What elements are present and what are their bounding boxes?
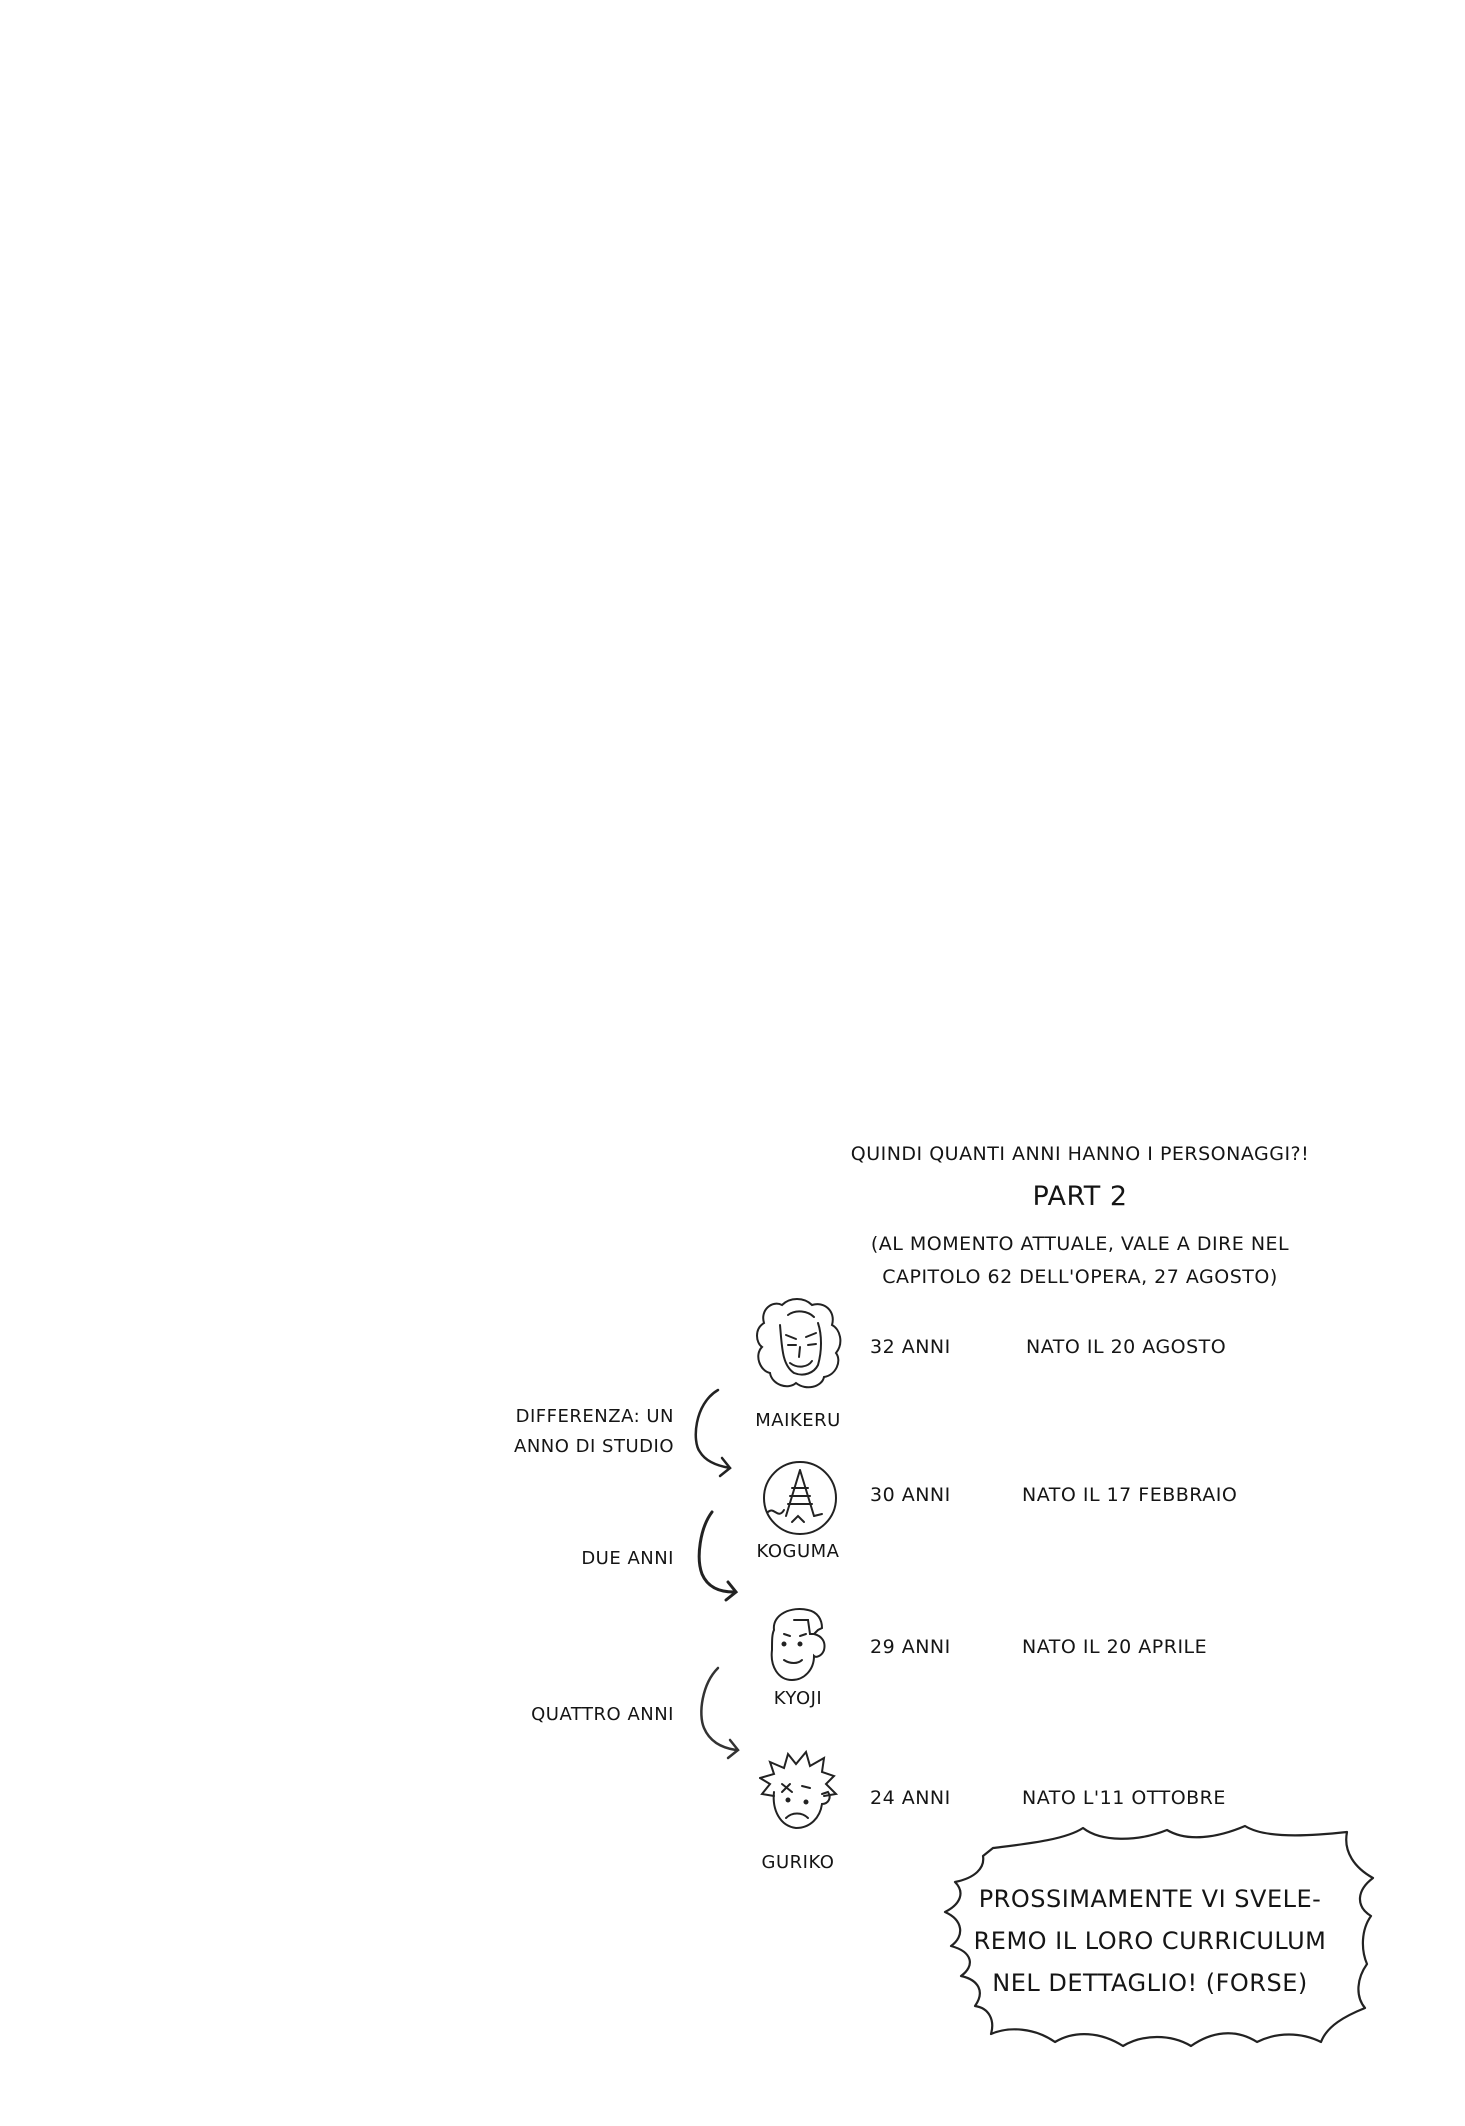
speech-bubble-line-2: REMO IL LORO CURRICULUM (973, 1927, 1327, 1955)
curved-arrow-icon (690, 1664, 750, 1764)
spiky-hair-face-icon (752, 1748, 848, 1848)
difference-note (374, 1402, 674, 1462)
curved-arrow-icon (684, 1386, 744, 1486)
character-birthday: NATO IL 20 AGOSTO (1026, 1336, 1227, 1358)
character-age: 30 ANNI (870, 1484, 951, 1506)
short-hair-face-icon (752, 1600, 848, 1700)
speech-bubble-line-1: PROSSIMAMENTE VI SVELE- (978, 1885, 1322, 1913)
subtitle-line-1: (AL MOMENTO ATTUALE, VALE A DIRE NEL (870, 1233, 1290, 1255)
character-name: KYOJI (773, 1688, 823, 1709)
curly-hair-face-icon (752, 1295, 848, 1395)
part-label: PART 2 (1032, 1181, 1128, 1212)
character-birthday: NATO IL 17 FEBBRAIO (1022, 1484, 1238, 1506)
subtitle (820, 1228, 1340, 1294)
speech-bubble-line-3: NEL DETTAGLIO! (FORSE) (992, 1969, 1308, 1997)
character-age: 29 ANNI (870, 1636, 951, 1658)
page-title: QUINDI QUANTI ANNI HANNO I PERSONAGGI?! (850, 1143, 1310, 1165)
character-name: MAIKERU (755, 1410, 841, 1431)
difference-note-line-1: QUATTRO ANNI (531, 1704, 674, 1725)
difference-note (374, 1700, 674, 1730)
speech-bubble-text (960, 1878, 1340, 2004)
hooded-round-face-icon (752, 1450, 848, 1550)
difference-note-line-1: DIFFERENZA: UN (515, 1406, 674, 1427)
difference-note-line-1: DUE ANNI (581, 1548, 674, 1569)
character-name: GURIKO (761, 1852, 835, 1873)
character-birthday: NATO L'11 OTTOBRE (1022, 1787, 1226, 1809)
character-birthday: NATO IL 20 APRILE (1022, 1636, 1208, 1658)
difference-note (374, 1544, 674, 1574)
character-age: 24 ANNI (870, 1787, 951, 1809)
difference-note-line-2: ANNO DI STUDIO (514, 1436, 674, 1457)
curved-arrow-icon (690, 1508, 750, 1608)
subtitle-line-2: CAPITOLO 62 DELL'OPERA, 27 AGOSTO) (882, 1266, 1278, 1288)
character-age: 32 ANNI (870, 1336, 951, 1358)
character-name: KOGUMA (756, 1541, 840, 1562)
